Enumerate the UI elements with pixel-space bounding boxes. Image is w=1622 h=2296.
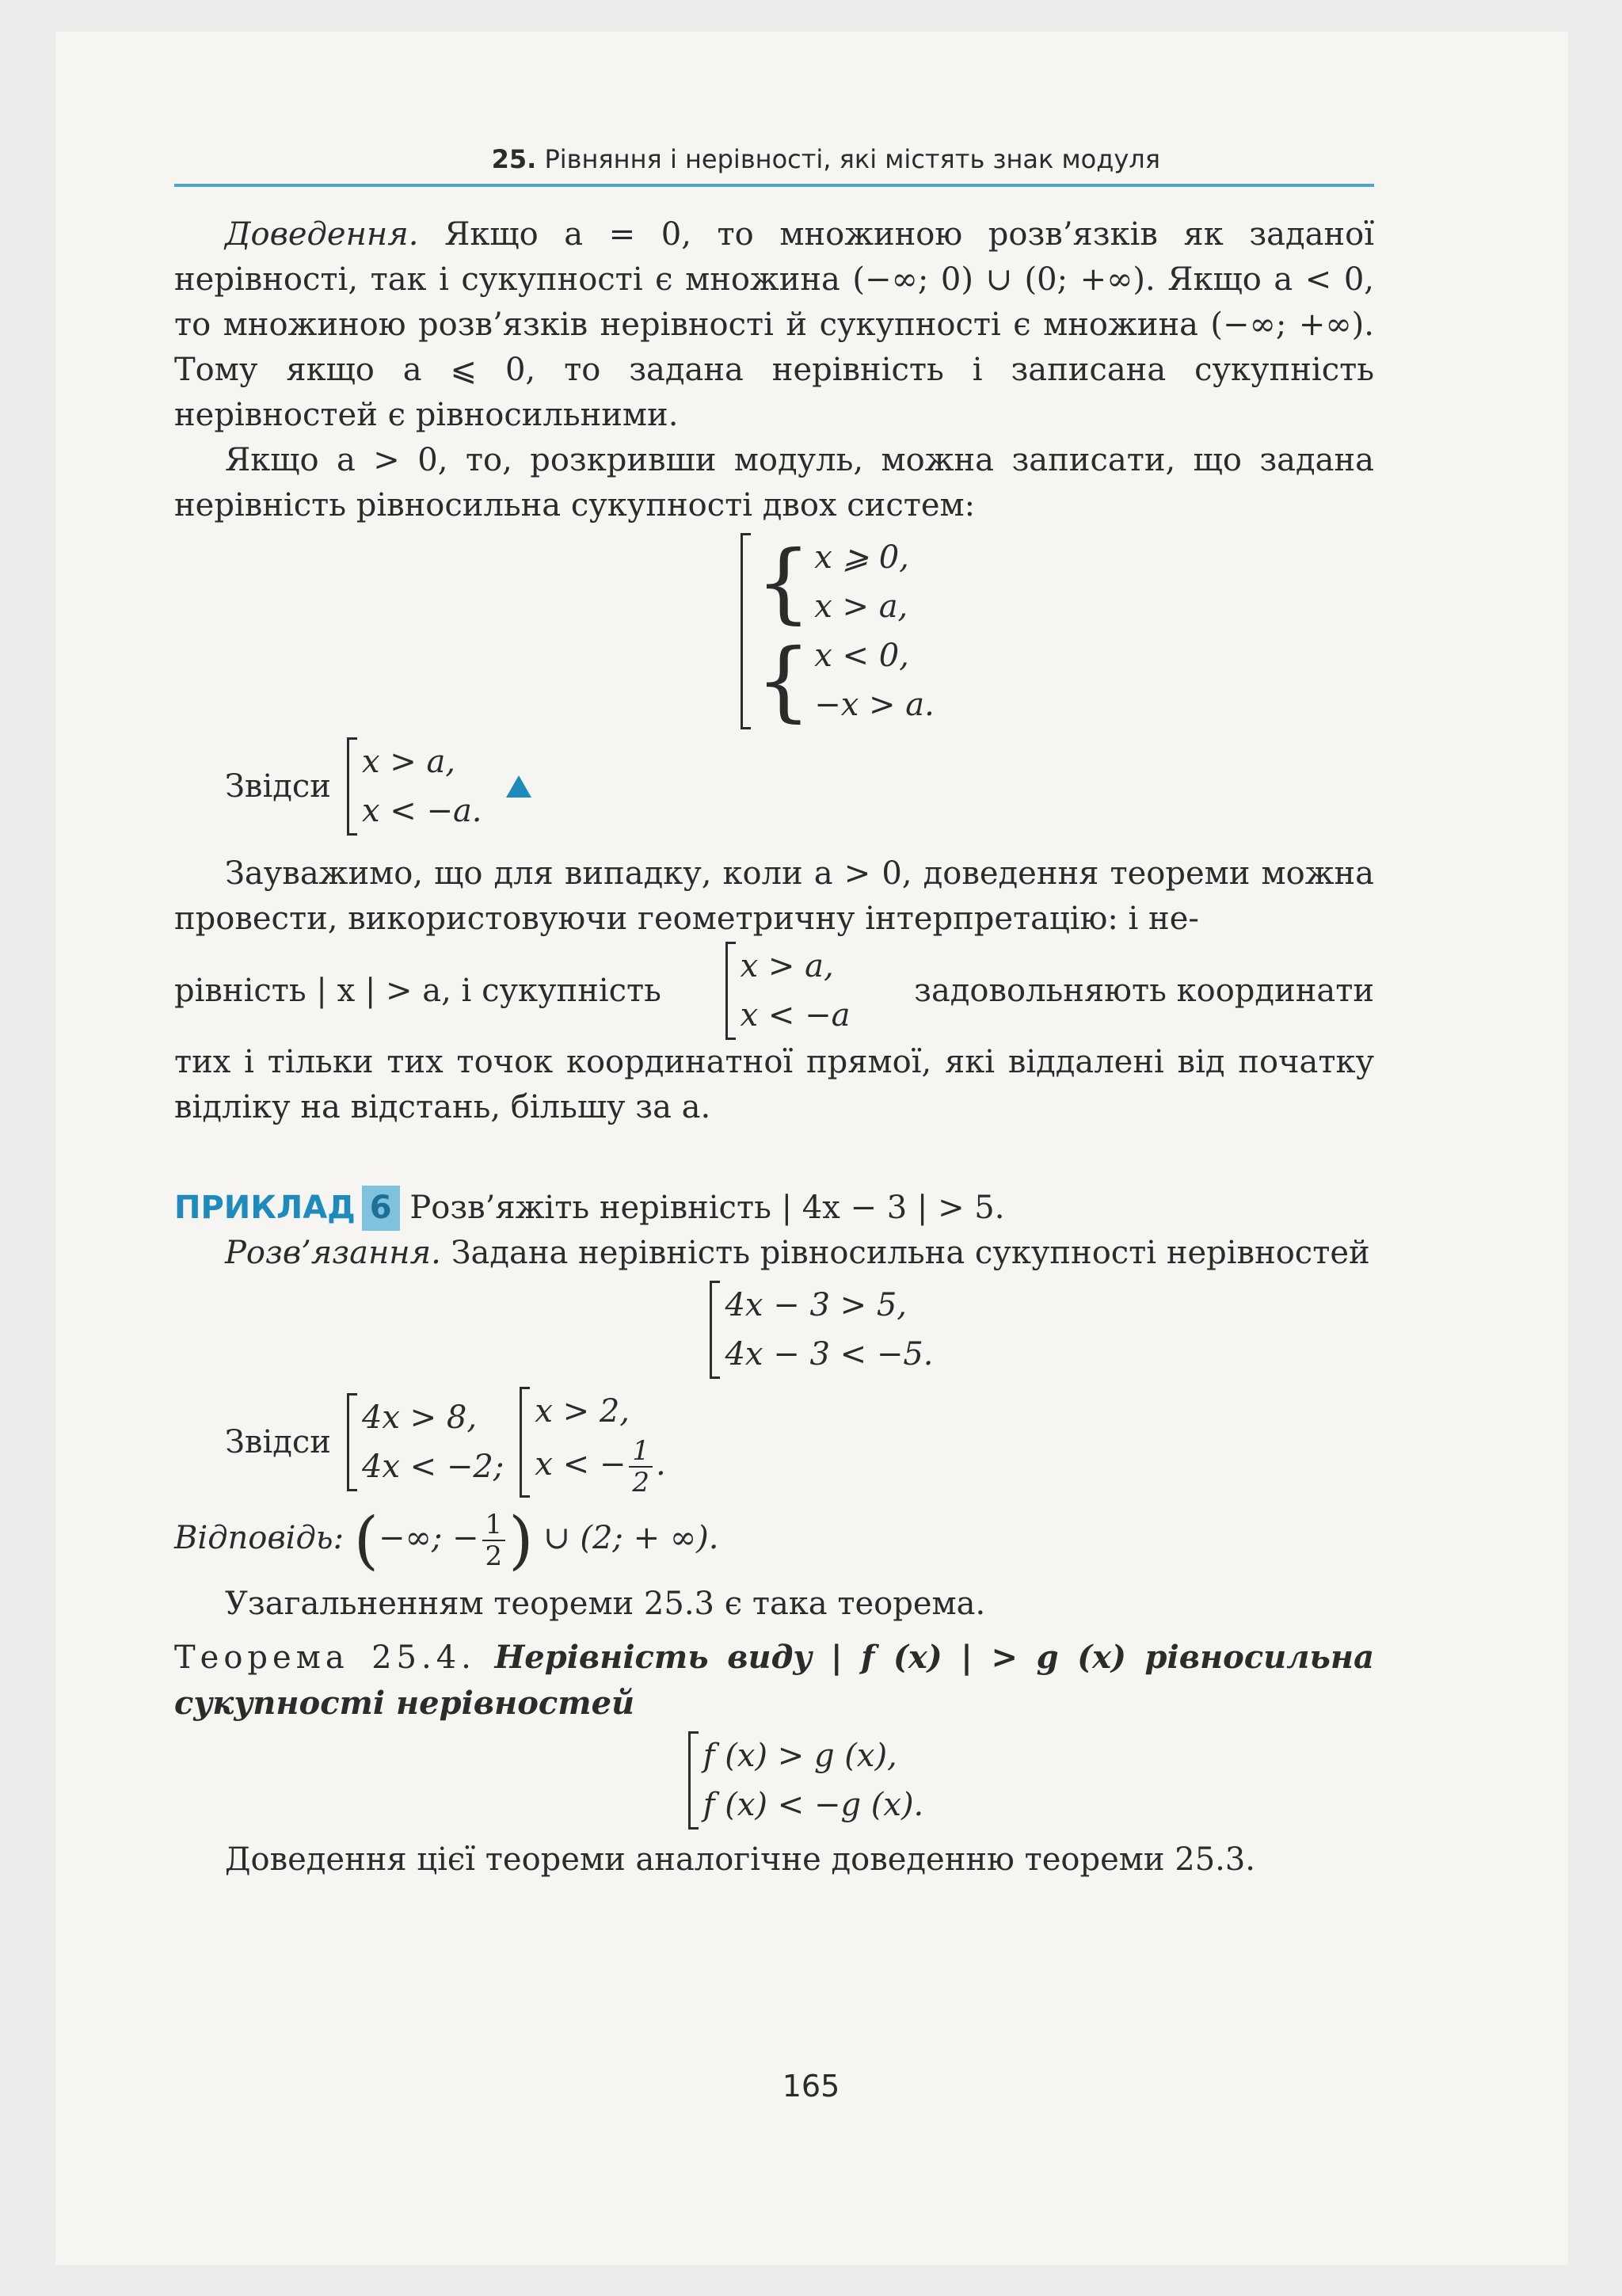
collection-bracket [741,533,751,729]
solution-label: Розв’язання. [225,1235,441,1271]
theorem-collection [238,1731,1374,1830]
system-line: −x > a. [814,687,935,723]
solution-line: 4x − 3 < −5. [725,1336,934,1373]
collection-bracket [688,1731,699,1830]
example-number-badge: 6 [362,1186,400,1231]
collection-bracket [520,1387,530,1498]
answer-line [174,1503,1374,1577]
system-2 [756,631,935,729]
theorem-label: Теорема 25.4. [174,1639,476,1676]
system-line: x < 0, [814,638,909,674]
zvidsy-label: Звідси [225,767,331,805]
example-task: Розв’яжіть нерівність | 4x − 3 | > 5. [409,1190,1005,1226]
step-line: x > 2, [535,1393,630,1430]
step-line: 4x > 8, [361,1399,478,1436]
remark-right: задовольняють координати [914,972,1374,1009]
remark-left: рівність | x | > a, і сукупність [174,972,661,1009]
remark-inline-row [174,942,1374,1040]
system-1 [756,533,935,631]
page-number: 165 [782,2069,840,2104]
end-of-proof-triangle-icon [506,775,531,798]
systems-collection [301,533,1374,729]
example-label: ПРИКЛАД [174,1190,356,1226]
system-line: x > a, [814,588,908,625]
answer-interval-2: ∪ (2; + ∞). [543,1520,719,1556]
remark-end: тих і тільки тих точок координатної прямої, які віддалені від початку відліку на відстань, більшу за a. [174,1044,1374,1125]
zvidsy2-row [225,1387,1374,1498]
chapter-number: 25. [491,144,537,174]
page-content [174,135,1374,1883]
generalization-paragraph: Узагальненням теореми 25.3 є така теорема. [225,1586,986,1622]
step-line-fraction: x < − $\frac{1}{2}$ . [535,1435,666,1498]
paragraph-systems: Якщо a > 0, то, розкривши модуль, можна записати, що задана нерівність рівносильна сукупності двох систем: [174,442,1374,524]
answer-label: Відповідь: [174,1520,345,1556]
collection-bracket [725,942,736,1040]
paren-open: ( [353,1503,379,1577]
system-brace: { [756,630,812,731]
zvidsy-row [225,737,1374,836]
theorem-line: f (x) > g (x), [702,1738,897,1774]
solution-collection [269,1281,1374,1379]
chapter-title: Рівняння і нерівності, які містять знак модуля [544,144,1160,174]
remark-line: x < −a [740,997,851,1034]
result-line: x > a, [361,744,456,780]
solution-paragraph [174,1231,1374,1276]
collection-bracket [347,1393,357,1491]
proof-label: Доведення. [225,216,419,253]
proof-text: Якщо a = 0, то множиною розв’язків як заданої нерівності, так і сукупності є множина (−∞; 0) ∪ (0; +∞). Якщо a < 0, то множиною розв’язків нерівності й сукупності є множина (−∞; +∞). Тому якщо a ⩽ 0, то задана нерівність і записана сукупність нерівностей є рівносильними. [174,216,1374,433]
running-head [174,135,1374,184]
theorem-paragraph [174,1635,1374,1727]
answer-interval: −∞; − [379,1520,479,1556]
zvidsy2-label: Звідси [225,1423,331,1460]
theorem-text: Нерівність виду | f (x) | > g (x) рівносильна сукупності нерівностей [174,1639,1374,1722]
remark-line: x > a, [740,948,834,984]
system-brace: { [756,531,812,633]
collection-bracket [347,737,357,836]
header-rule [174,184,1374,187]
remark-paragraph: Зауважимо, що для випадку, коли a > 0, доведення теореми можна провести, використовуючи геометричну інтерпретацію: і не- [174,855,1374,937]
paren-close: ) [508,1503,534,1577]
collection-bracket [710,1281,720,1379]
fraction: $\frac{1}{2}$ [629,1436,653,1498]
proof-paragraph [174,212,1374,438]
system-line: x ⩾ 0, [814,539,909,576]
final-paragraph: Доведення цієї теореми аналогічне доведенню теореми 25.3. [225,1841,1256,1878]
theorem-line: f (x) < −g (x). [702,1787,924,1823]
example-heading [174,1186,1374,1231]
fraction: $\frac{1}{2}$ [482,1510,506,1571]
result-line: x < −a. [361,793,482,829]
solution-text: Задана нерівність рівносильна сукупності нерівностей [440,1235,1370,1271]
step-line: 4x < −2; [361,1449,504,1485]
solution-line: 4x − 3 > 5, [725,1287,907,1323]
